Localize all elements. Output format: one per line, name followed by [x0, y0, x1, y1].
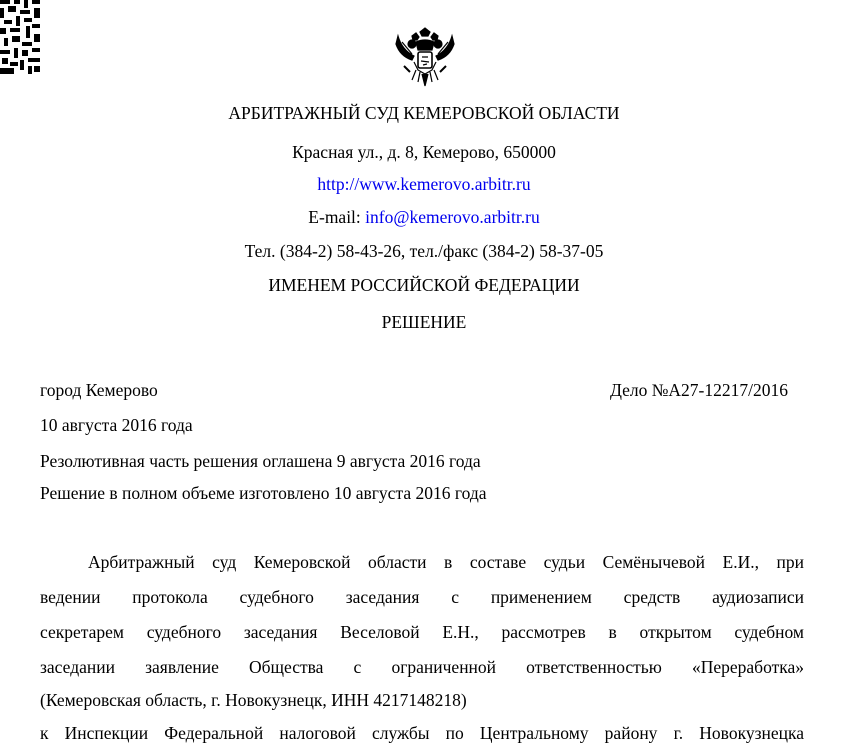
website-link[interactable]: http://www.kemerovo.arbitr.ru [317, 174, 531, 194]
court-address: Красная ул., д. 8, Кемерово, 650000 [292, 142, 556, 162]
decision-date: 10 августа 2016 года [40, 415, 193, 435]
full-text-date: Решение в полном объеме изготовлено 10 августа 2016 года [40, 483, 487, 503]
operative-part-date: Резолютивная часть решения оглашена 9 августа 2016 года [40, 451, 481, 471]
city: город Кемерово [40, 380, 158, 400]
email-link[interactable]: info@kemerovo.arbitr.ru [365, 207, 540, 227]
body-line-6: к Инспекции Федеральной налоговой службы по Центральному району г. Новокузнецка [40, 723, 804, 743]
body-line-2: ведении протокола судебного заседания с применением средств аудиозаписи [40, 587, 804, 607]
body-line-5: (Кемеровская область, г. Новокузнецк, ИНН 4217148218) [40, 690, 467, 710]
email-label: E-mail: [308, 207, 366, 227]
coat-of-arms-emblem [392, 26, 458, 88]
document-title: РЕШЕНИЕ [381, 312, 467, 332]
body-line-1: Арбитражный суд Кемеровской области в составе судьи Семёнычевой Е.И., при [88, 552, 804, 572]
email-row [0, 206, 848, 228]
qr-code [0, 0, 40, 74]
case-number: Дело №А27-12217/2016 [609, 380, 788, 400]
court-name: АРБИТРАЖНЫЙ СУД КЕМЕРОВСКОЙ ОБЛАСТИ [228, 103, 620, 123]
website-link-row [0, 173, 848, 195]
body-line-4: заседании заявление Общества с ограниченной ответственностью «Переработка» [40, 657, 804, 677]
phone-numbers: Тел. (384-2) 58-43-26, тел./факс (384-2) 58-37-05 [244, 241, 604, 261]
body-line-3: секретарем судебного заседания Веселовой Е.Н., рассмотрев в открытом судебном [40, 622, 804, 642]
in-the-name-heading: ИМЕНЕМ РОССИЙСКОЙ ФЕДЕРАЦИИ [268, 275, 580, 295]
